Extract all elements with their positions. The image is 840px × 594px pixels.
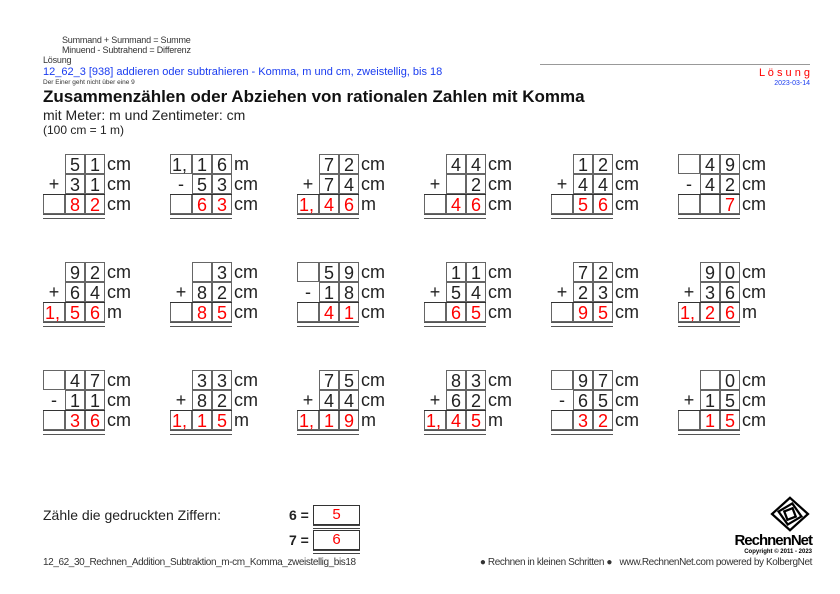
unit-label: cm [107,174,131,194]
footer-site: www.RechnenNet.com powered by KolbergNet [619,557,812,568]
digit-cell: 7 [573,262,593,282]
answer-digit-cell: 9 [573,302,593,322]
answer-digit-cell [43,194,65,214]
double-underline [43,322,105,327]
digit-cell: 2 [593,262,613,282]
double-underline [297,430,359,435]
answer-digit-cell: 1 [339,302,359,322]
answer-digit-cell: 5 [65,302,85,322]
result-line [424,194,486,195]
unit-label: cm [742,370,766,390]
minus-operator: - [686,174,692,194]
unit-label: cm [234,194,258,214]
unit-label: cm [361,262,385,282]
result-line [297,302,359,303]
result-line [170,194,232,195]
unit-label: cm [742,262,766,282]
unit-label: cm [615,174,639,194]
digit-cell [297,262,319,282]
answer-digit-cell [424,194,446,214]
digit-cell [192,262,212,282]
result-line [678,302,740,303]
unit-label: m [234,410,249,430]
double-underline [297,322,359,327]
digit-cell: 1 [573,154,593,174]
result-line [678,410,740,411]
problem [297,262,437,328]
answer-digit-cell: 7 [720,194,740,214]
digit-cell: 9 [65,262,85,282]
count-label: Zähle die gedruckten Ziffern: [43,507,221,523]
digit-cell [424,262,446,282]
unit-label: m [361,410,376,430]
conversion-note: (100 cm = 1 m) [43,123,125,137]
plus-operator: + [302,174,314,194]
digit-cell: 7 [319,154,339,174]
plus-operator: + [48,174,60,194]
unit-label: cm [107,154,131,174]
digit-cell: 1 [700,390,720,410]
result-line [170,302,232,303]
unit-label: cm [361,174,385,194]
digit-cell [297,370,319,390]
unit-label: cm [234,390,258,410]
answer-digit-cell: 5 [466,302,486,322]
unit-label: cm [361,154,385,174]
problem [678,262,818,328]
unit-label: m [234,154,249,174]
answer-digit-cell: 5 [720,410,740,430]
unit-label: cm [742,282,766,302]
digit-cell: 1 [192,154,212,174]
copyright: Copyright © 2011 - 2023 [744,549,812,555]
digit-cell: 4 [573,174,593,194]
page-title: Zusammenzählen oder Abziehen von rationalen Zahlen mit Komma [43,87,585,106]
answer-digit-cell: 5 [593,302,613,322]
problem [297,370,437,436]
answer-digit-cell [551,194,573,214]
answer-digit-cell [678,194,700,214]
minus-operator: - [51,390,57,410]
unit-label: cm [615,390,639,410]
unit-label: cm [107,370,131,390]
digit-cell: 7 [319,370,339,390]
answer-digit-cell: 1, [424,410,446,430]
unit-label: m [488,410,503,430]
digit-cell: 4 [339,390,359,410]
digit-cell: 4 [446,154,466,174]
answer-digit-cell: 8 [192,302,212,322]
digit-cell: 8 [192,390,212,410]
digit-cell [551,154,573,174]
answer-digit-cell [551,410,573,430]
answer-digit-cell: 5 [466,410,486,430]
digit-cell: 4 [85,282,105,302]
answer-digit-cell: 6 [446,302,466,322]
answer-digit-cell: 3 [212,194,232,214]
plus-operator: + [48,282,60,302]
digit-cell: 4 [339,174,359,194]
answer-digit-cell: 6 [85,302,105,322]
digit-cell: 4 [700,154,720,174]
digit-cell: 0 [720,262,740,282]
result-line [43,302,105,303]
result-line [424,410,486,411]
plus-operator: + [302,390,314,410]
problem [551,262,691,328]
minus-operator: - [178,174,184,194]
answer-digit-cell: 1 [700,410,720,430]
answer-digit-cell: 2 [700,302,720,322]
answer-digit-cell: 4 [319,302,339,322]
count-answer-7: 6 [313,530,360,550]
unit-label: cm [615,302,639,322]
unit-label: cm [488,302,512,322]
plus-operator: + [556,174,568,194]
double-underline [678,214,740,219]
problem [551,370,691,436]
digit-cell: 2 [466,390,486,410]
unit-label: cm [742,194,766,214]
answer-digit-cell: 5 [212,302,232,322]
double-underline [170,214,232,219]
digit-cell: 3 [212,174,232,194]
digit-cell [678,262,700,282]
digit-cell [297,154,319,174]
unit-label: cm [742,174,766,194]
digit-cell: 2 [573,282,593,302]
plus-operator: + [175,390,187,410]
problem [424,370,564,436]
digit-cell: 4 [700,174,720,194]
answer-digit-cell: 9 [339,410,359,430]
double-underline [43,214,105,219]
answer-digit-cell: 5 [573,194,593,214]
double-underline [313,550,360,554]
double-underline [424,430,486,435]
digit-cell: 1 [446,262,466,282]
unit-label: m [742,302,757,322]
answer-digit-cell: 6 [192,194,212,214]
digit-cell: 3 [212,262,232,282]
unit-label: cm [234,174,258,194]
answer-digit-cell [424,302,446,322]
digit-cell: 5 [593,390,613,410]
unit-label: cm [107,390,131,410]
digit-cell [700,370,720,390]
digit-cell: 5 [65,154,85,174]
problem [170,370,310,436]
problem [43,370,183,436]
unit-label: cm [107,262,131,282]
logo-text: RechnenNet [734,532,812,549]
digit-cell: 6 [573,390,593,410]
problem [170,154,310,220]
answer-digit-cell [43,410,65,430]
digit-cell: 3 [212,370,232,390]
result-line [551,410,613,411]
unit-label: cm [488,194,512,214]
digit-cell: 2 [720,174,740,194]
answer-digit-cell: 6 [593,194,613,214]
unit-label: cm [742,154,766,174]
digit-cell: 3 [65,174,85,194]
digit-cell: 1 [85,154,105,174]
unit-label: cm [615,282,639,302]
exercise-note: Der Einer geht nicht über eine 9 [43,79,135,86]
digit-cell: 4 [319,390,339,410]
result-line [678,194,740,195]
answer-digit-cell: 1 [192,410,212,430]
digit-cell: 7 [593,370,613,390]
unit-label: cm [742,390,766,410]
count-answer-6: 5 [313,505,360,525]
answer-digit-cell: 4 [446,194,466,214]
double-underline [297,214,359,219]
digit-cell: 3 [593,282,613,302]
double-underline [424,214,486,219]
unit-label: cm [107,194,131,214]
result-line [424,302,486,303]
answer-digit-cell: 3 [65,410,85,430]
digit-cell: 0 [720,370,740,390]
result-line [43,410,105,411]
unit-label: cm [742,410,766,430]
unit-label: cm [107,282,131,302]
solution-label: Lösung [43,55,72,65]
unit-label: cm [234,262,258,282]
double-underline [424,322,486,327]
digit-cell: 5 [319,262,339,282]
double-underline [678,430,740,435]
digit-cell: 2 [339,154,359,174]
answer-digit-cell [297,302,319,322]
page-subtitle: mit Meter: m und Zentimeter: cm [43,107,246,123]
exercise-code: 12_62_3 [938] addieren oder subtrahieren - Komma, m und cm, zweistellig, bis 18 [43,66,443,78]
digit-cell [678,154,700,174]
digit-cell: 6 [212,154,232,174]
problem [170,262,310,328]
answer-digit-cell: 6 [720,302,740,322]
count-digit-6: 6 = [289,507,309,523]
problem [297,154,437,220]
double-underline [678,322,740,327]
answer-digit-cell: 4 [319,194,339,214]
answer-digit-cell: 6 [466,194,486,214]
digit-cell: 8 [339,282,359,302]
unit-label: cm [615,262,639,282]
digit-cell: 1 [319,282,339,302]
digit-cell: 9 [700,262,720,282]
unit-label: m [107,302,122,322]
answer-digit-cell: 1, [297,194,319,214]
double-underline [43,430,105,435]
problem [678,154,818,220]
unit-label: cm [234,282,258,302]
digit-cell [170,262,192,282]
problem [551,154,691,220]
answer-digit-cell [170,194,192,214]
digit-cell [424,370,446,390]
double-underline [170,430,232,435]
digit-cell: 6 [65,282,85,302]
digit-cell: 5 [720,390,740,410]
result-line [551,194,613,195]
unit-label: cm [615,370,639,390]
unit-label: cm [488,174,512,194]
double-underline [551,214,613,219]
answer-digit-cell: 3 [573,410,593,430]
plus-operator: + [683,390,695,410]
double-underline [313,525,360,529]
plus-operator: + [429,174,441,194]
unit-label: cm [361,390,385,410]
digit-cell [551,370,573,390]
digit-cell: 1 [65,390,85,410]
solution-badge: L ö s u n g [759,67,810,79]
digit-cell: 5 [192,174,212,194]
minus-operator: - [305,282,311,302]
digit-cell: 1 [85,390,105,410]
result-line [43,194,105,195]
footer-slogan: ● Rechnen in kleinen Schritten ● [479,557,612,568]
digit-cell [424,154,446,174]
digit-cell: 2 [466,174,486,194]
digit-cell: 2 [593,154,613,174]
answer-digit-cell [551,302,573,322]
digit-cell: 3 [192,370,212,390]
digit-cell [43,262,65,282]
digit-cell [446,174,466,194]
answer-digit-cell: 1, [170,410,192,430]
digit-cell: 4 [466,282,486,302]
result-line [297,194,359,195]
digit-cell: 4 [466,154,486,174]
answer-digit-cell: 2 [85,194,105,214]
answer-digit-cell: 6 [85,410,105,430]
answer-digit-cell: 2 [593,410,613,430]
digit-cell [170,370,192,390]
count-digit-7: 7 = [289,532,309,548]
plus-operator: + [683,282,695,302]
unit-label: cm [234,302,258,322]
digit-cell: 1 [466,262,486,282]
unit-label: cm [234,370,258,390]
header-divider [540,64,810,65]
formula-addition: Summand + Summand = Summe [62,35,191,45]
double-underline [551,322,613,327]
footer-filename: 12_62_30_Rechnen_Addition_Subtraktion_m-cm_Komma_zweistellig_bis18 [43,557,356,568]
answer-digit-cell: 1, [297,410,319,430]
unit-label: cm [488,390,512,410]
answer-digit-cell [700,194,720,214]
unit-label: cm [361,370,385,390]
digit-cell [43,370,65,390]
digit-cell [678,370,700,390]
unit-label: cm [361,302,385,322]
result-line [297,410,359,411]
digit-cell: 5 [446,282,466,302]
double-underline [170,322,232,327]
problem [43,262,183,328]
digit-cell: 4 [593,174,613,194]
answer-digit-cell: 1, [678,302,700,322]
digit-cell [43,154,65,174]
digit-cell: 9 [339,262,359,282]
answer-digit-cell: 6 [339,194,359,214]
unit-label: cm [615,154,639,174]
answer-digit-cell: 5 [212,410,232,430]
problem [678,370,818,436]
result-line [170,410,232,411]
answer-digit-cell: 8 [65,194,85,214]
unit-label: cm [488,282,512,302]
formula-subtraction: Minuend - Subtrahend = Differenz [62,45,191,55]
digit-cell: 6 [720,282,740,302]
plus-operator: + [429,282,441,302]
answer-digit-cell: 1, [43,302,65,322]
digit-cell: 6 [446,390,466,410]
digit-cell: 9 [573,370,593,390]
answer-digit-cell: 4 [446,410,466,430]
answer-digit-cell: 1 [319,410,339,430]
plus-operator: + [429,390,441,410]
problem [43,154,183,220]
digit-cell: 3 [700,282,720,302]
unit-label: cm [488,262,512,282]
plus-operator: + [175,282,187,302]
unit-label: cm [107,410,131,430]
unit-label: cm [488,154,512,174]
digit-cell: 1, [170,154,192,174]
digit-cell: 4 [65,370,85,390]
unit-label: cm [615,410,639,430]
minus-operator: - [559,390,565,410]
digit-cell: 8 [192,282,212,302]
digit-cell: 2 [212,282,232,302]
problem [424,154,564,220]
digit-cell [551,262,573,282]
unit-label: m [361,194,376,214]
unit-label: cm [361,282,385,302]
date: 2023-03-14 [774,80,810,87]
digit-cell: 7 [85,370,105,390]
rechnennet-logo-icon [768,496,812,532]
digit-cell: 1 [85,174,105,194]
result-line [551,302,613,303]
digit-cell: 7 [319,174,339,194]
digit-cell: 5 [339,370,359,390]
digit-cell: 8 [446,370,466,390]
answer-digit-cell [678,410,700,430]
double-underline [551,430,613,435]
digit-cell: 9 [720,154,740,174]
digit-cell: 3 [466,370,486,390]
problem [424,262,564,328]
plus-operator: + [556,282,568,302]
unit-label: cm [488,370,512,390]
digit-cell: 2 [85,262,105,282]
unit-label: cm [615,194,639,214]
answer-digit-cell [170,302,192,322]
digit-cell: 2 [212,390,232,410]
